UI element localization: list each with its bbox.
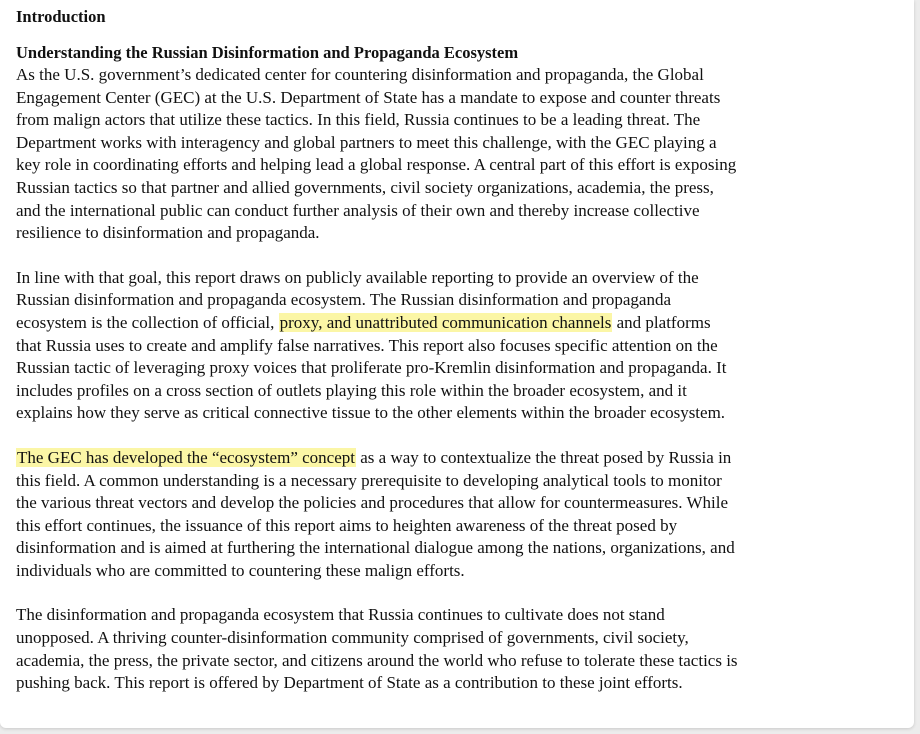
text-segment: and platforms [612,312,711,332]
paragraph-1 [16,64,896,245]
paragraph-1-line: resilience to disinformation and propaganda. [16,223,320,243]
paragraph-1-line: key role in coordinating efforts and helping lead a global response. A central part of this effort is exposing [16,155,737,175]
paragraph-1-line: from malign actors that utilize these tactics. In this field, Russia continues to be a leading threat. The [16,110,701,130]
paragraph-3-line: this effort continues, the issuance of this report aims to heighten awareness of the threat posed by [16,515,678,535]
paragraph-2-line: that Russia uses to create and amplify false narratives. This report also focuses specific attention on the [16,335,718,355]
paragraph-2-line [16,312,896,335]
paragraph-4 [16,604,896,694]
document-body [16,6,896,695]
highlighted-text: proxy, and unattributed communication channels [279,312,612,332]
text-segment: ecosystem is the collection of official, [16,312,279,332]
paragraph-2 [16,267,896,425]
text-segment: as a way to contextualize the threat posed by Russia in [355,447,732,467]
paragraph-3-line: the various threat vectors and develop the policies and procedures that allow for countermeasures. While [16,493,729,513]
paragraph-3-line: this field. A common understanding is a necessary prerequisite to developing analytical tools to monitor [16,470,722,490]
paragraph-1-line: As the U.S. government’s dedicated center for countering disinformation and propaganda, the Global [16,65,704,84]
paragraph-4-line: The disinformation and propaganda ecosystem that Russia continues to cultivate does not stand [16,605,665,625]
paragraph-4-line: unopposed. A thriving counter-disinformation community comprised of governments, civil society, [16,628,689,648]
paragraph-2-line: includes profiles on a cross section of outlets playing this role within the broader ecosystem, and it [16,380,687,400]
paragraph-3-line: individuals who are committed to countering these malign efforts. [16,560,465,580]
paragraph-3-line: disinformation and is aimed at furthering the international dialogue among the nations, organizations, and [16,538,735,558]
paragraph-1-line: Engagement Center (GEC) at the U.S. Department of State has a mandate to expose and counter threats [16,87,721,107]
paragraph-2-line: explains how they serve as critical connective tissue to the other elements within the broader ecosystem. [16,403,726,423]
paragraph-1-line: Russian tactics so that partner and allied governments, civil society organizations, academia, the press, [16,177,714,197]
paragraph-1-line: and the international public can conduct further analysis of their own and thereby increase collective [16,200,700,220]
section-title: Introduction [16,7,106,26]
paragraph-2-line: Russian tactic of leveraging proxy voices that proliferate pro-Kremlin disinformation and propaganda. It [16,358,727,378]
paragraph-3 [16,447,896,583]
paragraph-1-line: Department works with interagency and global partners to meet this challenge, with the GEC playing a [16,132,717,152]
paragraph-4-line: pushing back. This report is offered by Department of State as a contribution to these joint efforts. [16,673,683,693]
paragraph-2-line: In line with that goal, this report draws on publicly available reporting to provide an overview of the [16,267,699,287]
paragraph-4-line: academia, the press, the private sector, and citizens around the world who refuse to tolerate these tactics is [16,650,738,670]
paragraph-3-line [16,447,896,470]
highlighted-text: The GEC has developed the “ecosystem” concept [17,447,355,467]
paragraph-2-line: Russian disinformation and propaganda ecosystem. The Russian disinformation and propaganda [16,290,671,310]
subsection-title: Understanding the Russian Disinformation and Propaganda Ecosystem [16,43,519,62]
